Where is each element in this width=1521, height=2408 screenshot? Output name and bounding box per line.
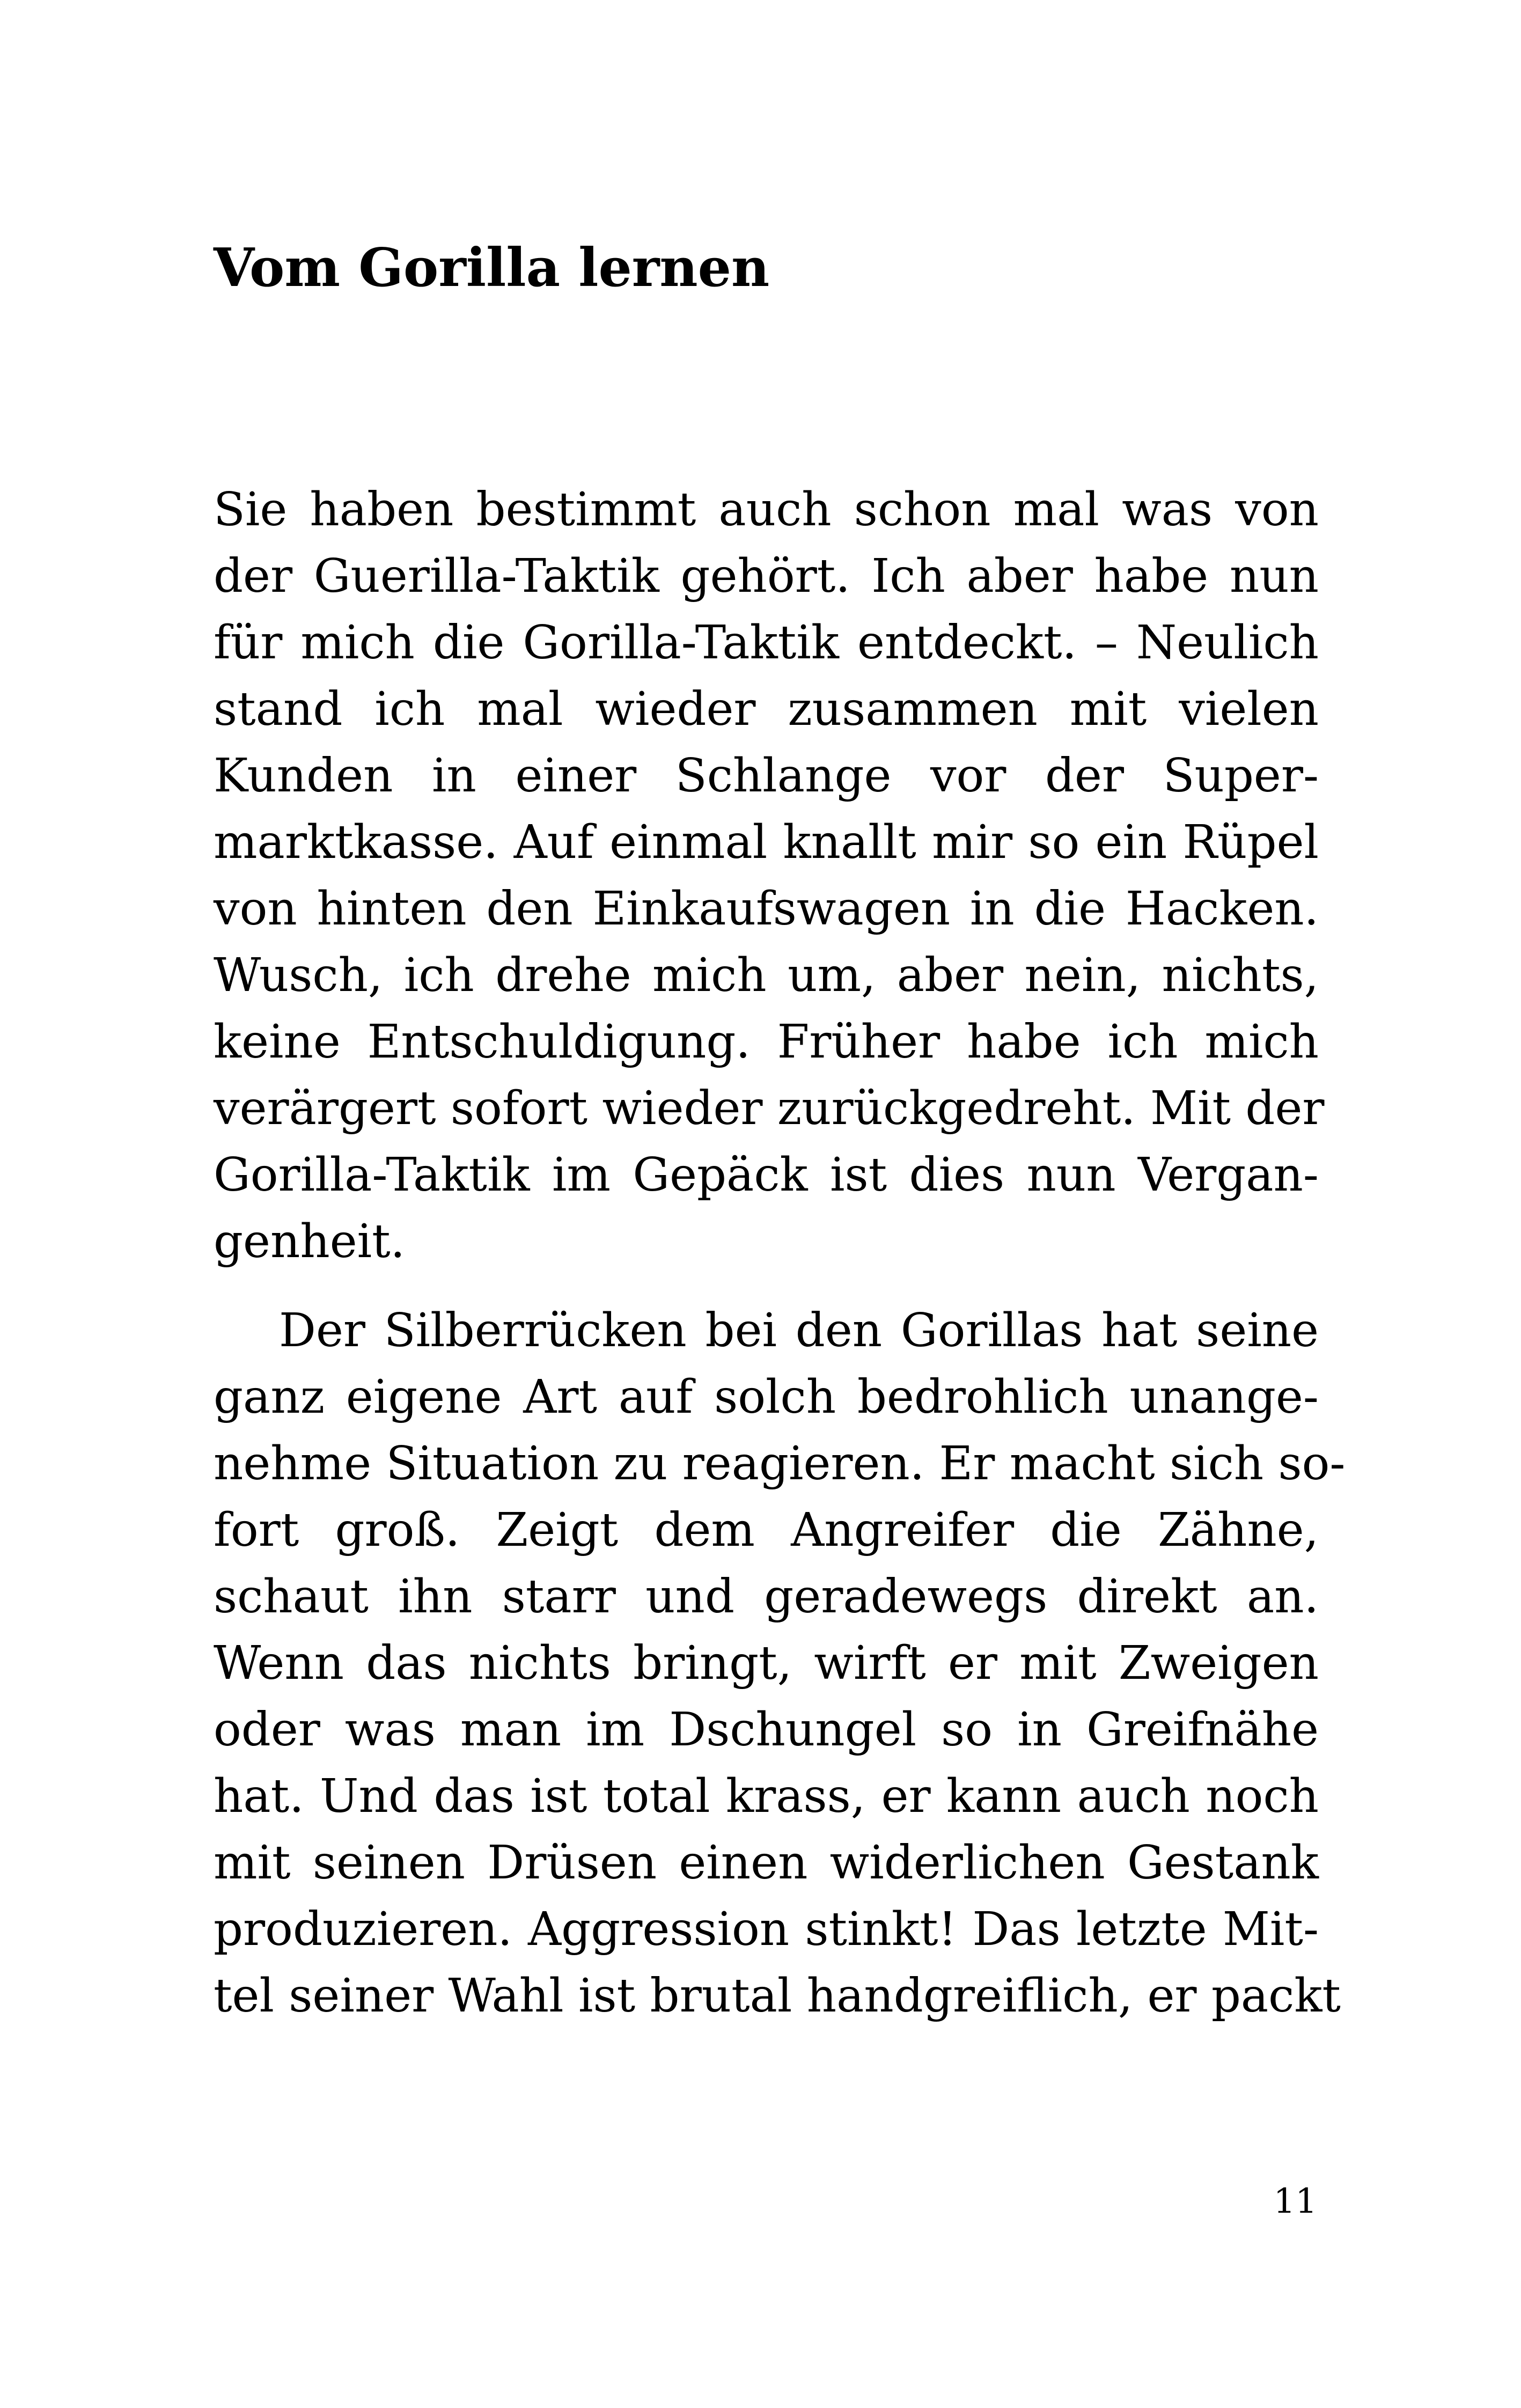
text-line: von hinten den Einkaufswagen in die Hacken.	[214, 882, 1319, 936]
page-title: Vom Gorilla lernen	[214, 237, 770, 299]
text-line: nehme Situation zu reagieren. Er macht sich so-	[214, 1437, 1346, 1491]
text-line: Kunden in einer Schlange vor der Super-	[214, 749, 1319, 803]
text-line: Sie haben bestimmt auch schon mal was von	[214, 483, 1319, 537]
text-line: Wenn das nichts bringt, wirft er mit Zweigen	[214, 1636, 1319, 1690]
paragraph-2	[214, 1297, 1346, 2029]
text-line: stand ich mal wieder zusammen mit vielen	[214, 682, 1319, 736]
text-line: tel seiner Wahl ist brutal handgreiflich, er packt	[214, 1969, 1341, 2023]
text-line: keine Entschuldigung. Früher habe ich mich	[214, 1015, 1319, 1069]
text-line: genheit.	[214, 1215, 406, 1268]
text-line: schaut ihn starr und geradewegs direkt an.	[214, 1570, 1319, 1624]
text-line: für mich die Gorilla-Taktik entdeckt. – Neulich	[214, 616, 1319, 670]
text-line: fort groß. Zeigt dem Angreifer die Zähne,	[214, 1503, 1319, 1557]
text-line: marktkasse. Auf einmal knallt mir so ein Rüpel	[214, 816, 1319, 869]
text-line: Der Silberrücken bei den Gorillas hat seine	[279, 1304, 1319, 1357]
text-line: produzieren. Aggression stinkt! Das letzte Mit-	[214, 1903, 1319, 1956]
text-line: der Guerilla-Taktik gehört. Ich aber habe nun	[214, 549, 1319, 603]
text-line: verärgert sofort wieder zurückgedreht. Mit der	[214, 1082, 1325, 1135]
text-line: Gorilla-Taktik im Gepäck ist dies nun Vergan-	[214, 1148, 1319, 1202]
paragraph-1	[214, 476, 1325, 1275]
page-number: 11	[1273, 2182, 1317, 2221]
text-line: hat. Und das ist total krass, er kann auch noch	[214, 1770, 1319, 1823]
text-line: Wusch, ich drehe mich um, aber nein, nichts,	[214, 949, 1319, 1002]
text-line: mit seinen Drüsen einen widerlichen Gestank	[214, 1836, 1319, 1890]
text-line: oder was man im Dschungel so in Greifnähe	[214, 1703, 1319, 1757]
text-line: ganz eigene Art auf solch bedrohlich unange-	[214, 1370, 1319, 1424]
